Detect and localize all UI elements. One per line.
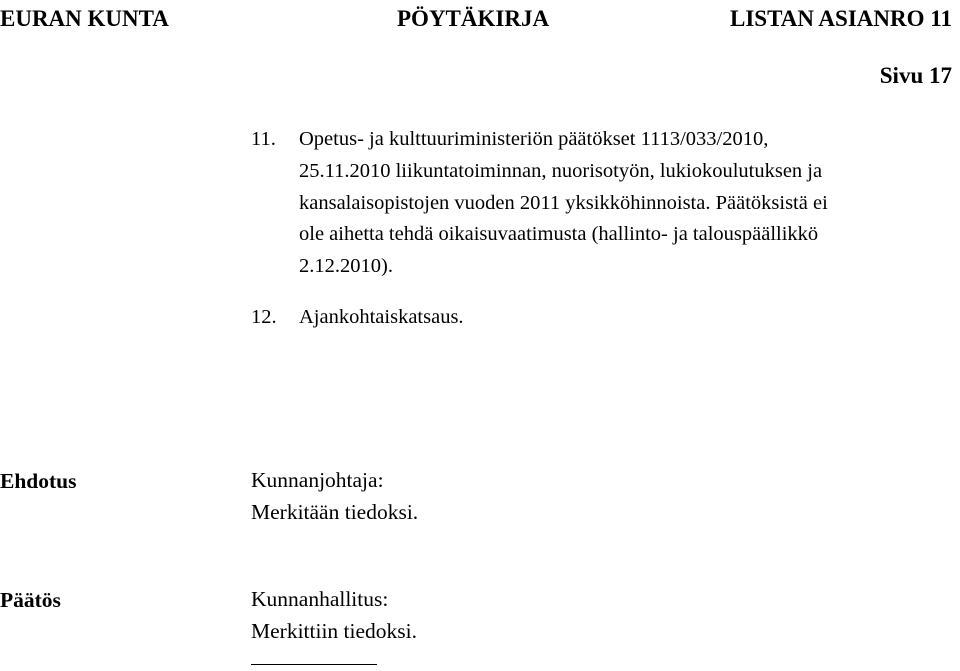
decision-block — [251, 584, 417, 647]
agenda-item-11 — [251, 124, 957, 283]
agenda-item-line: 25.11.2010 liikuntatoiminnan, nuorisotyön, lukiokoulutuksen ja — [299, 159, 823, 182]
agenda-item-line: ole aihetta tehdä oikaisuvaatimusta (hallinto- ja talouspäällikkö — [299, 223, 819, 246]
agenda-item-line: Ajankohtaiskatsaus. — [299, 306, 464, 328]
proposal-block — [251, 465, 418, 528]
proposal-label: Ehdotus — [0, 469, 77, 493]
list-item-number: LISTAN ASIANRO 11 — [730, 6, 952, 31]
proposal-speaker: Kunnanjohtaja: — [251, 468, 384, 492]
agenda-item-number: 11. — [251, 128, 276, 150]
decision-label: Päätös — [0, 588, 61, 612]
signature-line — [251, 664, 377, 665]
page-number: Sivu 17 — [879, 63, 952, 88]
agenda-item-line: 2.12.2010). — [299, 255, 393, 278]
agenda-item-number: 12. — [251, 306, 277, 328]
agenda-item-line: Opetus- ja kulttuuriministeriön päätökset 1113/033/2010, — [299, 128, 769, 150]
municipality-name: EURAN KUNTA — [0, 6, 169, 31]
decision-text: Merkittiin tiedoksi. — [251, 618, 418, 643]
document-type: PÖYTÄKIRJA — [397, 6, 550, 31]
decision-speaker: Kunnanhallitus: — [251, 587, 389, 611]
agenda-item-line: kansalaisopistojen vuoden 2011 yksikköhinnoista. Päätöksistä ei — [299, 191, 828, 214]
proposal-text: Merkitään tiedoksi. — [251, 499, 419, 524]
agenda-item-12 — [251, 302, 957, 334]
